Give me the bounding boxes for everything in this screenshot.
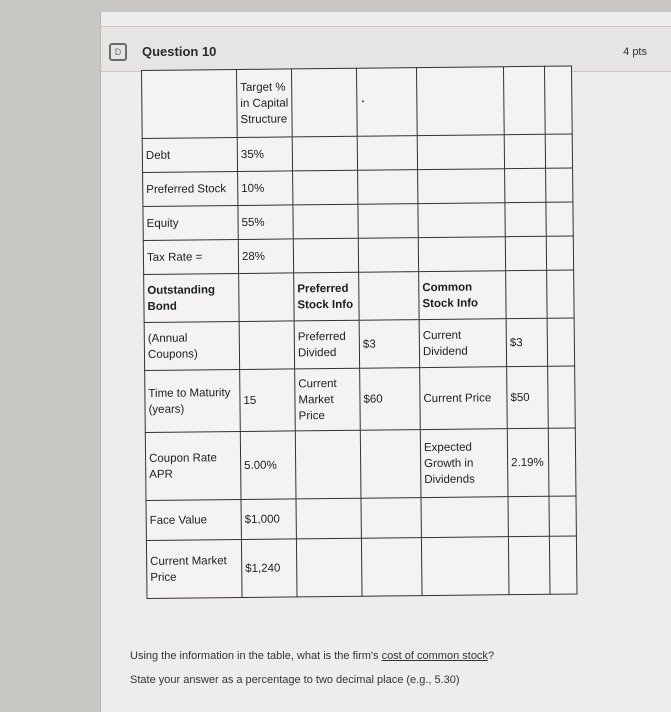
table-cell: $1,000 — [241, 499, 296, 540]
table-cell — [361, 538, 422, 597]
table-cell — [504, 134, 545, 168]
table-cell: Expected Growth in Dividends — [420, 429, 508, 498]
table-cell: Current Market Price — [295, 368, 361, 431]
table-cell: · — [356, 68, 417, 137]
table-cell — [360, 430, 421, 499]
table-cell: $1,240 — [241, 539, 297, 598]
table-row — [145, 428, 576, 500]
prompt-text-a: Using the information in the table, what is the firm's — [130, 650, 382, 662]
table-cell: 55% — [238, 205, 293, 240]
table-cell: Preferred Stock — [143, 171, 238, 206]
table-cell: Coupon Rate APR — [145, 431, 241, 500]
table-cell — [421, 537, 509, 596]
table-cell — [239, 273, 294, 322]
data-table-image — [141, 65, 578, 598]
table-cell — [505, 168, 546, 202]
question-title: Question 10 — [142, 44, 217, 59]
table-cell — [548, 428, 576, 496]
table-cell — [296, 498, 361, 539]
prompt-line-1 — [130, 644, 494, 668]
table-cell: Tax Rate = — [143, 239, 238, 274]
prompt-text-b: ? — [487, 650, 495, 662]
table-cell: Debt — [142, 137, 237, 172]
table-cell — [358, 204, 418, 239]
table-row — [144, 318, 574, 371]
table-cell — [291, 68, 357, 137]
table-cell — [547, 270, 575, 318]
table-cell — [417, 135, 504, 170]
question-header — [101, 26, 671, 72]
table-row — [144, 270, 574, 323]
table-cell: 35% — [237, 137, 292, 172]
table-cell — [505, 236, 546, 270]
table-cell: Current Dividend — [419, 319, 506, 368]
data-table — [141, 65, 578, 598]
table-cell: 2.19% — [507, 428, 549, 496]
table-row — [143, 202, 573, 241]
table-cell: 15 — [240, 369, 296, 432]
table-cell: $60 — [360, 368, 421, 431]
question-points: 4 pts — [623, 46, 647, 58]
table-cell — [293, 170, 358, 205]
table-cell — [505, 202, 546, 236]
table-row — [143, 168, 573, 207]
table-cell — [421, 497, 508, 538]
table-cell — [546, 168, 573, 202]
table-cell — [546, 202, 573, 236]
table-cell — [549, 536, 577, 594]
table-row — [145, 366, 576, 432]
table-cell — [546, 236, 573, 270]
table-cell — [239, 321, 294, 370]
table-cell — [545, 134, 572, 168]
table-cell — [418, 237, 505, 272]
table-cell: Time to Maturity (years) — [145, 369, 241, 432]
table-cell — [361, 498, 421, 539]
flag-icon[interactable]: D — [109, 43, 127, 61]
table-cell — [418, 203, 505, 238]
table-cell — [548, 366, 576, 428]
table-cell: 10% — [238, 171, 293, 206]
table-cell: (Annual Coupons) — [144, 321, 239, 370]
table-cell: Common Stock Info — [419, 271, 506, 320]
table-cell: $3 — [506, 318, 548, 366]
table-cell: Preferred Stock Info — [294, 272, 359, 321]
table-cell: 28% — [238, 239, 293, 274]
table-cell: Current Price — [420, 367, 508, 430]
table-cell — [295, 430, 361, 499]
table-cell — [416, 67, 504, 136]
table-cell — [508, 536, 550, 594]
table-cell: 5.00% — [240, 431, 296, 500]
table-cell — [418, 169, 505, 204]
table-row — [142, 66, 573, 138]
cost-of-common-stock-term: cost of common stock — [381, 650, 488, 662]
table-cell: $3 — [359, 320, 419, 369]
table-row — [146, 496, 576, 541]
table-cell — [503, 66, 545, 134]
table-cell — [547, 318, 575, 366]
table-row — [143, 236, 573, 275]
table-cell — [358, 238, 418, 273]
table-cell — [293, 204, 358, 239]
table-cell: Current Market Price — [146, 539, 242, 598]
table-row — [142, 134, 572, 173]
table-cell — [357, 136, 417, 171]
table-cell — [293, 238, 358, 273]
table-cell — [142, 69, 238, 138]
table-cell: Target % in Capital Structure — [237, 69, 293, 138]
table-cell — [359, 272, 419, 321]
table-cell — [506, 270, 548, 318]
table-cell: Outstanding Bond — [144, 273, 239, 322]
table-cell — [358, 170, 418, 205]
table-cell — [296, 538, 362, 597]
table-cell: Face Value — [146, 499, 241, 540]
table-cell: Preferred Divided — [294, 320, 359, 369]
table-cell: $50 — [507, 366, 549, 428]
table-cell — [292, 136, 357, 171]
table-cell — [508, 496, 549, 536]
table-cell — [549, 496, 576, 536]
prompt-line-2: State your answer as a percentage to two decimal place (e.g., 5.30) — [130, 674, 460, 686]
table-cell: Equity — [143, 205, 238, 240]
table-cell — [544, 66, 572, 134]
question-prompt — [130, 644, 494, 692]
table-row — [146, 536, 577, 598]
